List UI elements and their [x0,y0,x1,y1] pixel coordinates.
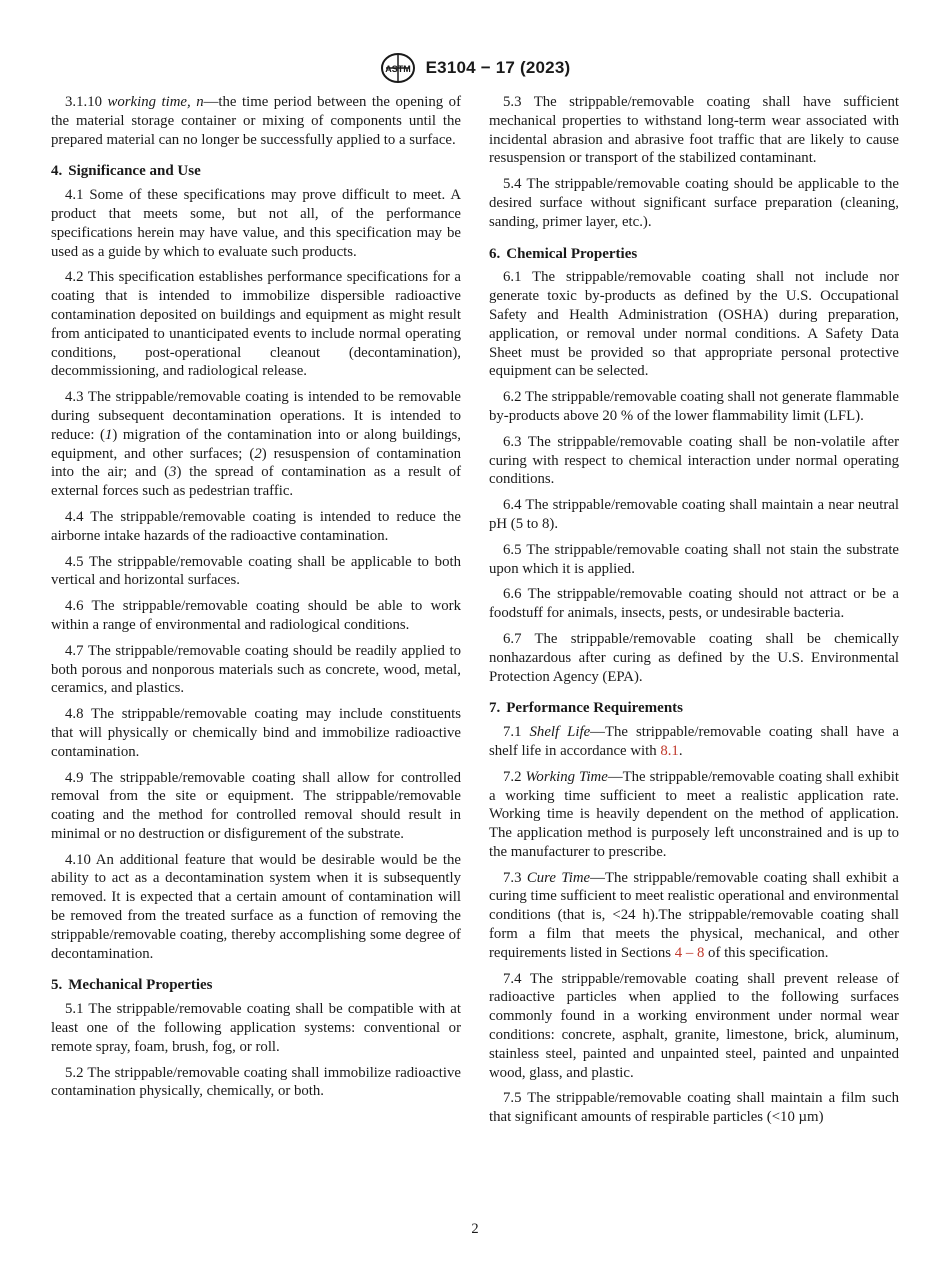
paragraph-4-3: 4.3 The strippable/removable coating is intended to be removable during subsequent decontamination operations. It is intended to reduce: (1) migration of the contamination into or along buildings, equipment, and other surfaces; (2) resuspension of contamination into the air; and (3) the spread of contamination as a result of external forces such as pedestrian traffic. [51,389,461,500]
standard-designation: E3104 − 17 (2023) [425,58,571,77]
paragraph-4-7: 4.7 The strippable/removable coating should be readily applied to both porous and nonporous materials such as concrete, wood, metal, ceramics, and plastics. [51,642,461,697]
paragraph-5-1: 5.1 The strippable/removable coating shall be compatible with at least one of the following application systems: conventional or remote spray, foam, brush, fog, or roll. [51,1001,461,1055]
paragraph-6-7: 6.7 The strippable/removable coating shall be chemically nonhazardous after curing as defined by the U.S. Environmental Protection Agency (EPA). [489,630,899,685]
paragraph-7-4: 7.4 The strippable/removable coating shall prevent release of radioactive particles when applied to the following surfaces commonly found in a working environment under normal wear conditions: concrete, asphalt, granite, limestone, brick, aluminum, stainless steel, painted and unpainted steel, painted and unpainted wood, glass, and plastic. [489,970,899,1081]
paragraph-4-4: 4.4 The strippable/removable coating is intended to reduce the airborne intake hazards of the radioactive contamination. [51,508,461,544]
paragraph-3-1-10: 3.1.10 working time, n—the time period between the opening of the material storage container or mixing of components until the prepared material can no longer be successfully applied to a surface. [51,94,461,148]
paragraph-4-9: 4.9 The strippable/removable coating shall allow for controlled removal from the site or equipment. The strippable/removable coating and the method for controlled removal should result in minimal or no destruction or disfigurement of the substrate. [51,769,461,842]
right-column [489,93,899,1134]
paragraph-6-5: 6.5 The strippable/removable coating shall not stain the substrate upon which it is applied. [489,541,899,577]
paragraph-4-8: 4.8 The strippable/removable coating may include constituents that will physically or chemically bind and immobilize radioactive contamination. [51,706,461,760]
page-header [0,52,950,84]
paragraph-7-5: 7.5 The strippable/removable coating shall maintain a film such that significant amounts of respirable particles (<10 µm) [489,1090,899,1126]
left-column [51,93,461,1108]
svg-text:ASTM: ASTM [384,64,411,74]
section-link-4-8[interactable]: 4 – 8 [674,944,705,961]
paragraph-4-5: 4.5 The strippable/removable coating shall be applicable to both vertical and horizontal surfaces. [51,553,461,589]
paragraph-5-4: 5.4 The strippable/removable coating should be applicable to the desired surface without significant surface preparation (cleaning, sanding, primer layer, etc.). [489,176,899,230]
paragraph-4-6: 4.6 The strippable/removable coating should be able to work within a range of environmental and radiological conditions. [51,598,461,633]
section-heading-7: 7. Performance Requirements [489,700,683,717]
section-heading-4: 4. Significance and Use [51,163,201,180]
paragraph-5-3: 5.3 The strippable/removable coating shall have sufficient mechanical properties to withstand long-term wear associated with incidental abrasion and abrasive foot traffic that are likely to cause resuspension or transport of the stabilized contaminant. [489,94,899,167]
paragraph-5-2: 5.2 The strippable/removable coating shall immobilize radioactive contamination physically, chemically, or both. [51,1064,461,1100]
section-heading-6: 6. Chemical Properties [489,245,638,262]
paragraph-7-1: 7.1 Shelf Life—The strippable/removable coating shall have a shelf life in accordance with 8.1. [489,724,900,759]
page-number: 2 [471,1221,479,1237]
paragraph-6-3: 6.3 The strippable/removable coating shall be non-volatile after curing with respect to chemical interaction under normal operating conditions. [489,433,899,488]
paragraph-6-1: 6.1 The strippable/removable coating shall not include nor generate toxic by-products as defined by the U.S. Occupational Safety and Health Administration (OSHA) during preparation, application, or removal under normal conditions. A Safety Data Sheet must be provided so that appropriate personal protective equipment can be selected. [489,269,899,380]
paragraph-7-2: 7.2 Working Time—The strippable/removable coating shall exhibit a working time sufficient to meet a realistic application rate. Working time is heavily dependent on the method of application. The application method is purposely left unconstrained and is up to the manufacturer to prescribe. [489,768,900,860]
section-link-8-1[interactable]: 8.1 [660,742,679,759]
paragraph-4-10: 4.10 An additional feature that would be desirable would be the ability to act as a decontamination system when it is subsequently removed. It is expected that a certain amount of contamination will be removed from the treated surface as a function of removing the strippable/removable coating, thereby accomplishing some degree of decontamination. [51,851,461,962]
paragraph-6-6: 6.6 The strippable/removable coating should not attract or be a foodstuff for animals, insects, pests, or undesirable bacteria. [489,586,899,622]
astm-logo-icon [380,52,416,84]
section-heading-5: 5. Mechanical Properties [51,977,213,994]
paragraph-4-1: 4.1 Some of these specifications may prove difficult to meet. A product that meets some, but not all, of the performance specifications herein may have value, and this specification may be used as a guide by which to evaluate such products. [51,187,461,260]
paragraph-6-2: 6.2 The strippable/removable coating shall not generate flammable by-products above 20 % of the lower flammability limit (LFL). [489,389,899,424]
paragraph-4-2: 4.2 This specification establishes performance specifications for a coating that is intended to immobilize dispersible radioactive contamination deposited on buildings and equipment as might result from anticipated to unanticipated events to include normal operating conditions, post-operational cleanout (decontamination), decommissioning, and radiological release. [51,269,461,380]
paragraph-7-3: 7.3 Cure Time—The strippable/removable coating shall exhibit a curing time sufficient to meet realistic operational and environmental conditions (that is, <24 h).The strippable/removable coating shall form a film that meets the physical, mechanical, and other requirements listed in Sections 4 – 8 of this specification. [489,869,900,961]
paragraph-6-4: 6.4 The strippable/removable coating shall maintain a near neutral pH (5 to 8). [489,497,899,532]
